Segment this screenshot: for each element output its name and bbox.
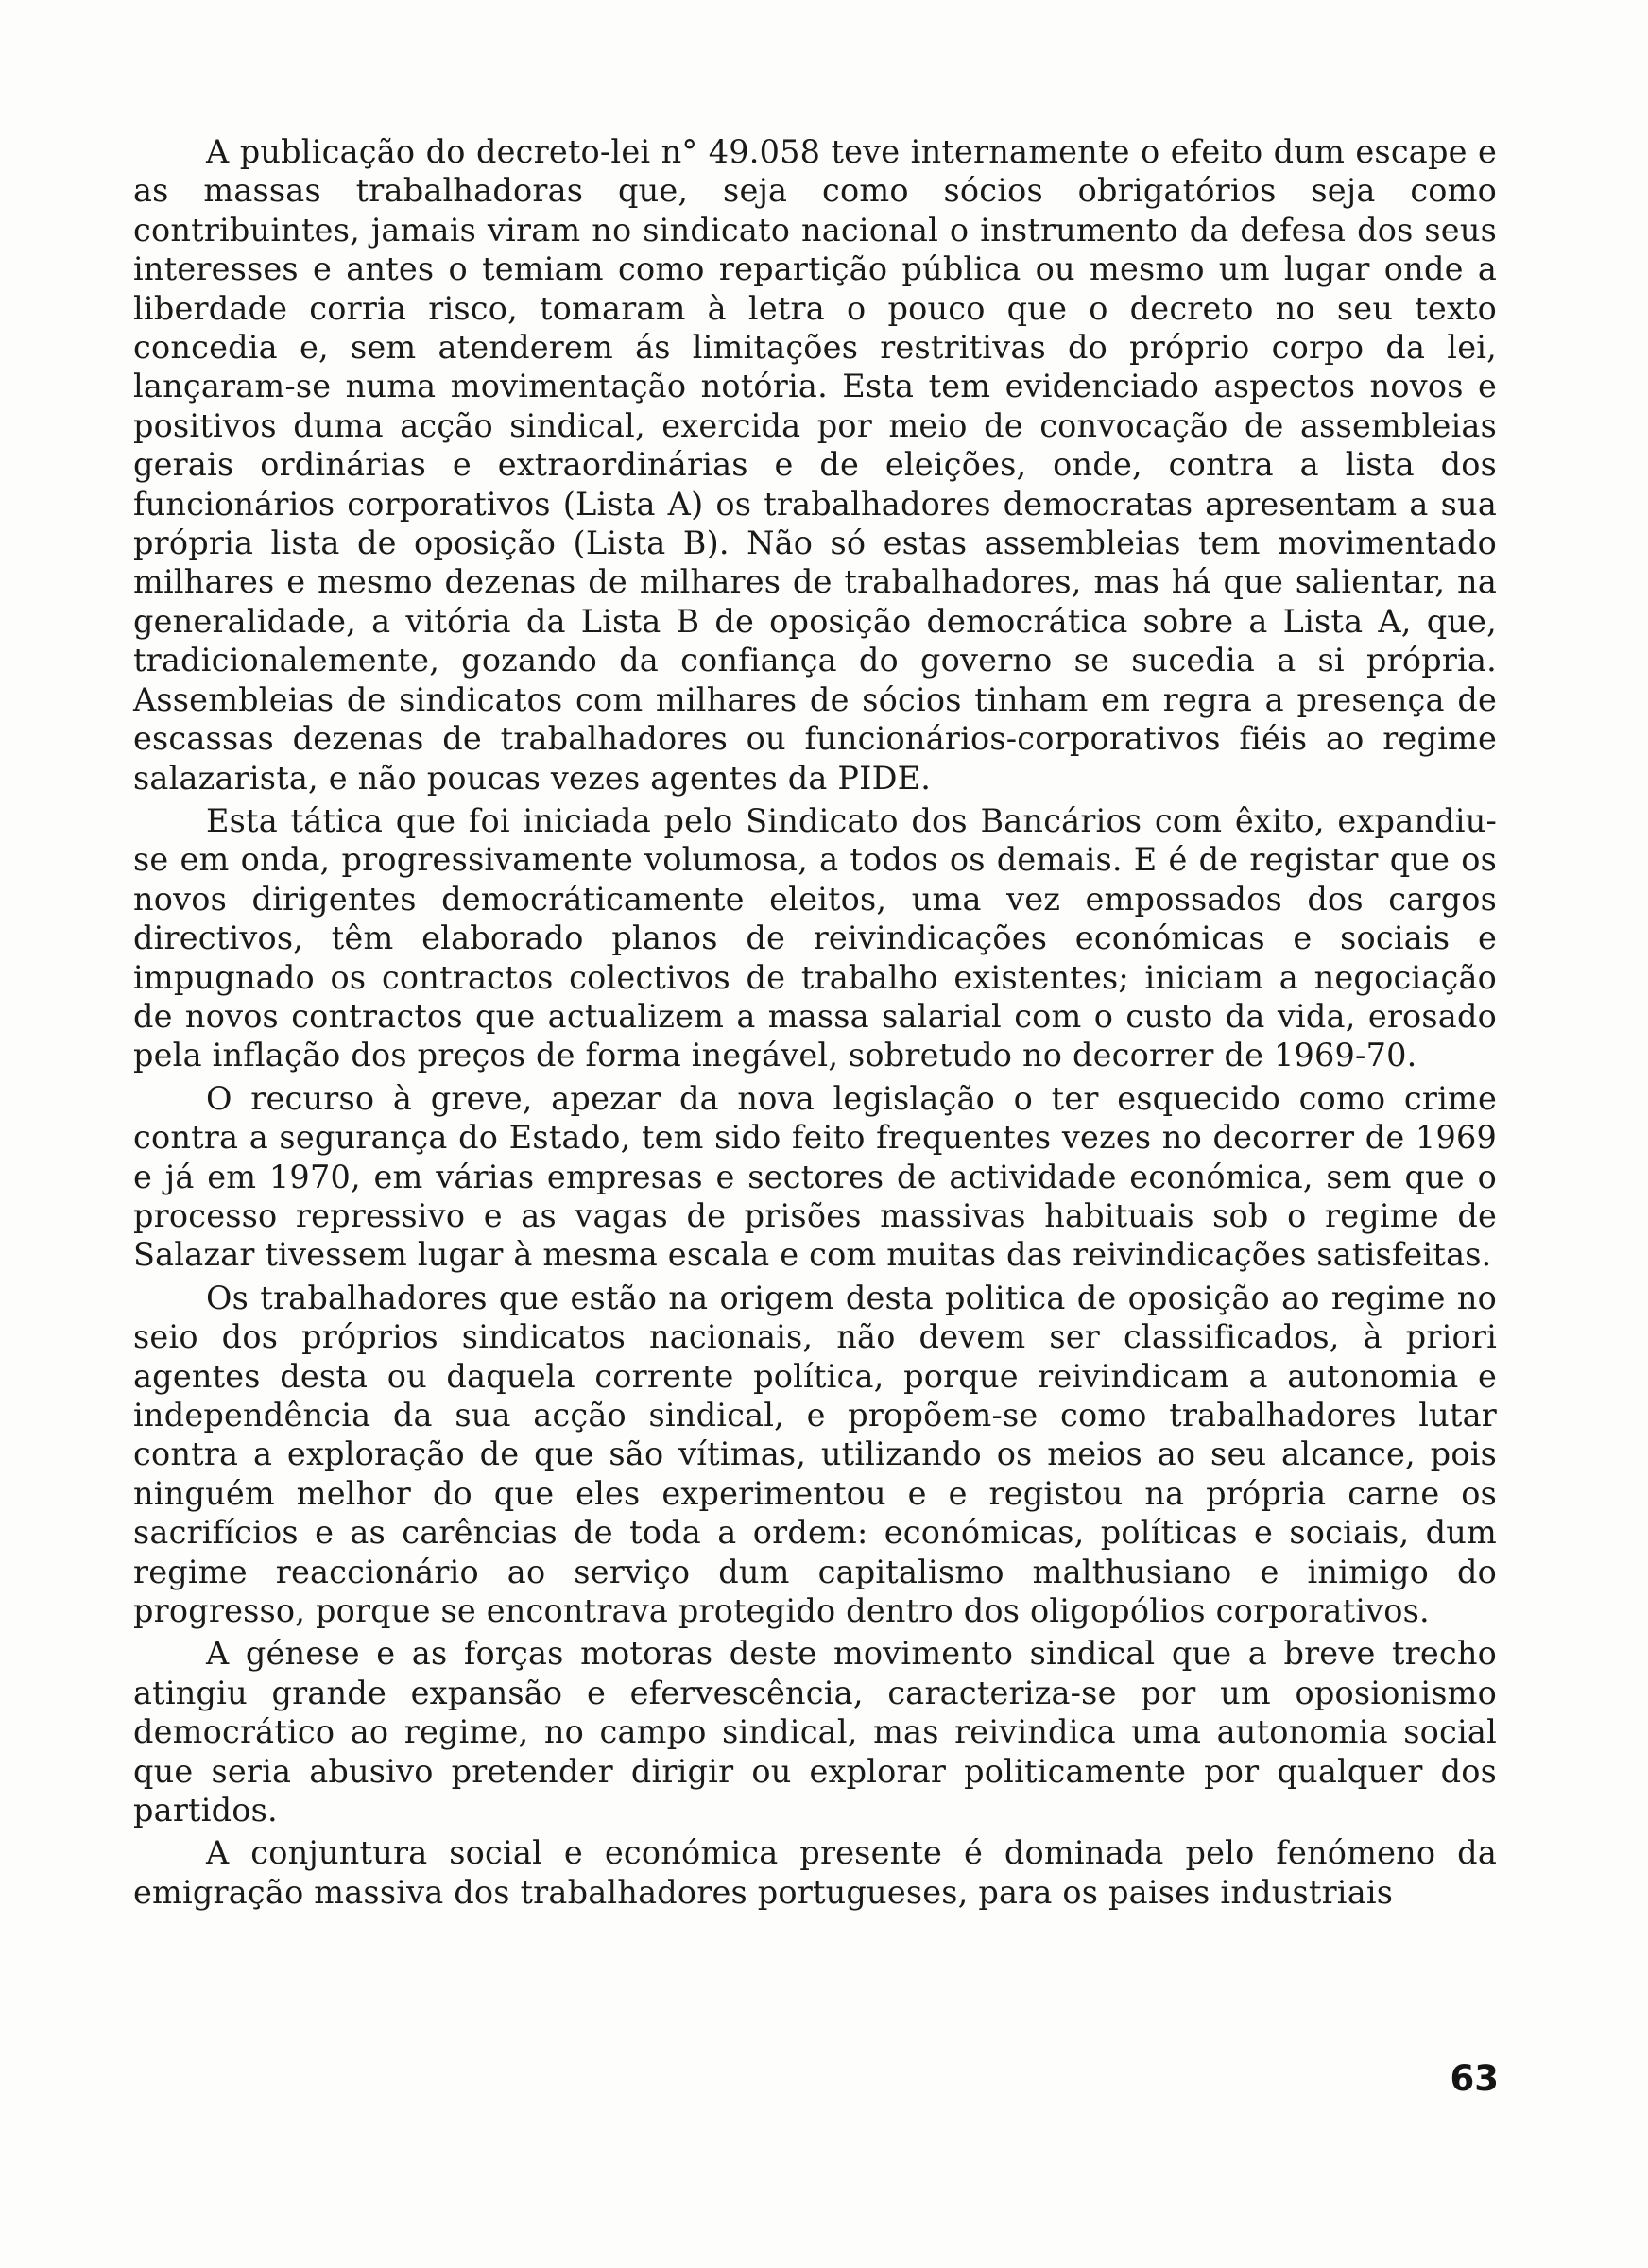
paragraph-2: Esta tática que foi iniciada pelo Sindicato dos Bancários com êxito, expandiu-se em onda, progressivamente volumosa, a todos os demais. E é de registar que os novos dirigentes democráticamente eleitos, uma vez empossados dos cargos directivos, têm elaborado planos de reivindicações económicas e sociais e impugnado os contractos colectivos de trabalho existentes; iniciam a negociação de novos contractos que actualizem a massa salarial com o custo da vida, erosado pela inflação dos preços de forma inegável, sobretudo no decorrer de 1969-70. (133, 801, 1497, 1074)
paragraph-3: O recurso à greve, apezar da nova legislação o ter esquecido como crime contra a segurança do Estado, tem sido feito frequentes vezes no decorrer de 1969 e já em 1970, em várias empresas e sectores de actividade económica, sem que o processo repressivo e as vagas de prisões massivas habituais sob o regime de Salazar tivessem lugar à mesma escala e com muitas das reivindicações satisfeitas. (133, 1079, 1497, 1274)
page-number: 63 (1450, 2058, 1499, 2099)
paragraph-6: A conjuntura social e económica presente é dominada pelo fenómeno da emigração massiva dos trabalhadores portugueses, para os paises industriais (133, 1834, 1497, 1911)
body-text (133, 132, 1497, 1912)
paragraph-5: A génese e as forças motoras deste movimento sindical que a breve trecho atingiu grande expansão e efervescência, caracteriza-se por um oposionismo democrático ao regime, no campo sindical, mas reivindica uma autonomia social que seria abusivo pretender dirigir ou explorar politicamente por qualquer dos partidos. (133, 1635, 1497, 1830)
paragraph-1: A publicação do decreto-lei n° 49.058 teve internamente o efeito dum escape e as massas trabalhadoras que, seja como sócios obrigatórios seja como contribuintes, jamais viram no sindicato nacional o instrumento da defesa dos seus interesses e antes o temiam como repartição pública ou mesmo um lugar onde a liberdade corria risco, tomaram à letra o pouco que o decreto no seu texto concedia e, sem atenderem ás limitações restritivas do próprio corpo da lei, lançaram-se numa movimentação notória. Esta tem evidenciado aspectos novos e positivos duma acção sindical, exercida por meio de convocação de assembleias gerais ordinárias e extraordinárias e de eleições, onde, contra a lista dos funcionários corporativos (Lista A) os trabalhadores democratas apresentam a sua própria lista de oposição (Lista B). Não só estas assembleias tem movimentado milhares e mesmo dezenas de milhares de trabalhadores, mas há que salientar, na generalidade, a vitória da Lista B de oposição democrática sobre a Lista A, que, tradicionalemente, gozando da confiança do governo se sucedia a si própria. Assembleias de sindicatos com milhares de sócios tinham em regra a presença de escassas dezenas de trabalhadores ou funcionários-corporativos fiéis ao regime salazarista, e não poucas vezes agentes da PIDE. (133, 133, 1497, 797)
paragraph-4: Os trabalhadores que estão na origem desta politica de oposição ao regime no seio dos próprios sindicatos nacionais, não devem ser classificados, à priori agentes desta ou daquela corrente política, porque reivindicam a autonomia e independência da sua acção sindical, e propõem-se como trabalhadores lutar contra a exploração de que são vítimas, utilizando os meios ao seu alcance, pois ninguém melhor do que eles experimentou e e registou na própria carne os sacrifícios e as carências de toda a ordem: económicas, políticas e sociais, dum regime reaccionário ao serviço dum capitalismo malthusiano e inimigo do progresso, porque se encontrava protegido dentro dos oligopólios corporativos. (133, 1279, 1497, 1630)
